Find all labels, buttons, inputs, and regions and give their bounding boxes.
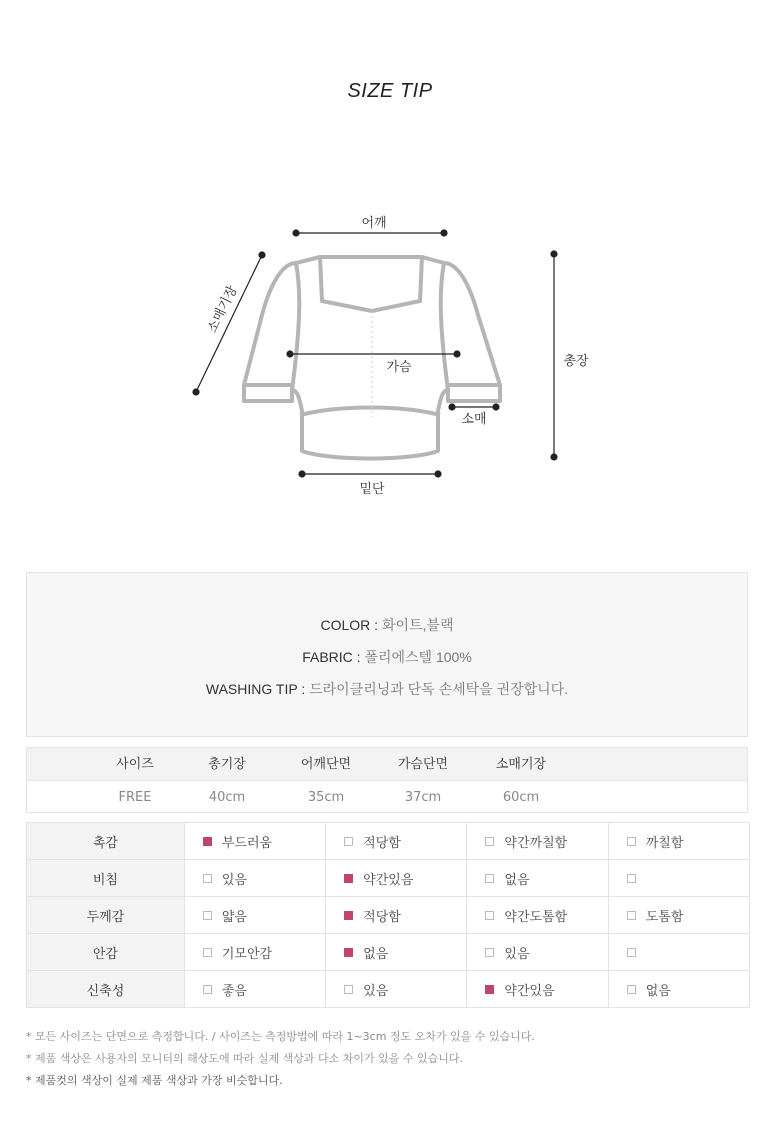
feel-option-cell — [608, 934, 749, 971]
feel-option-cell — [326, 823, 467, 860]
unchecked-checkbox-icon — [344, 837, 353, 846]
feel-option-cell — [326, 897, 467, 934]
size-table-row — [27, 781, 747, 813]
feel-row-label: 신축성 — [27, 971, 185, 1008]
fabric-info — [27, 647, 747, 667]
feel-option — [467, 832, 607, 851]
feel-option-label: 까칠함 — [645, 835, 684, 851]
feel-option-label: 있음 — [504, 946, 530, 962]
feel-option-label: 약간도톰함 — [504, 909, 568, 925]
feel-option — [326, 869, 466, 888]
feel-option — [185, 832, 325, 851]
feel-option — [326, 906, 466, 925]
feel-option-label: 없음 — [363, 946, 389, 962]
size-header-cell: 총기장 — [208, 757, 246, 772]
unchecked-checkbox-icon — [627, 948, 636, 957]
feel-option — [185, 943, 325, 962]
feel-option-cell — [326, 860, 467, 897]
feel-option — [467, 869, 607, 888]
size-table — [26, 747, 748, 813]
feel-option-cell — [326, 971, 467, 1008]
sleeve-label: 소매 — [461, 412, 487, 427]
feel-row-label: 두께감 — [27, 897, 185, 934]
page-title: SIZE TIP — [347, 80, 433, 102]
size-header-cell: 사이즈 — [116, 757, 154, 772]
feel-row — [27, 971, 750, 1008]
checked-checkbox-icon — [344, 948, 353, 957]
feel-option-cell — [184, 971, 325, 1008]
left-sleeve-seam — [292, 263, 299, 390]
color-info — [27, 615, 747, 635]
feel-option — [185, 906, 325, 925]
feel-option-label: 적당함 — [363, 909, 401, 925]
sleeve-length-measure-line — [196, 255, 262, 392]
size-cell: FREE — [118, 790, 152, 805]
feel-option — [185, 869, 325, 888]
feel-option-cell — [608, 823, 749, 860]
note-line: * 제품컷의 색상이 실제 제품 색상과 가장 비슷합니다. — [26, 1074, 283, 1087]
feel-option-cell — [184, 897, 325, 934]
feel-option — [609, 906, 749, 925]
feel-option-cell — [467, 823, 608, 860]
fabric-feel-table — [26, 822, 750, 1008]
fabric-value: 폴리에스텔 100% — [364, 649, 472, 665]
unchecked-checkbox-icon — [344, 985, 353, 994]
sleeve-length-label: 소매기장 — [205, 283, 241, 336]
feel-option — [467, 943, 607, 962]
feel-row — [27, 860, 750, 897]
size-header-cell: 소매기장 — [495, 757, 547, 772]
checked-checkbox-icon — [485, 985, 494, 994]
unchecked-checkbox-icon — [203, 874, 212, 883]
fabric-label: FABRIC : — [302, 649, 361, 665]
feel-row-label: 촉감 — [27, 823, 185, 860]
unchecked-checkbox-icon — [485, 911, 494, 920]
notes — [26, 1026, 535, 1092]
product-info-box — [26, 572, 748, 737]
right-sleeve-seam — [441, 263, 448, 390]
note-line: * 모든 사이즈는 단면으로 측정합니다. / 사이즈는 측정방법에 따라 1~3cm 정도 오차가 있을 수 있습니다. — [26, 1030, 535, 1043]
total-length-label: 총장 — [563, 354, 589, 369]
feel-option-label: 부드러움 — [221, 835, 273, 851]
size-header-cell: 가슴단면 — [397, 757, 449, 772]
unchecked-checkbox-icon — [203, 911, 212, 920]
size-cell: 35cm — [307, 790, 345, 805]
feel-option-label: 없음 — [645, 983, 671, 999]
waistband — [300, 408, 440, 416]
unchecked-checkbox-icon — [203, 948, 212, 957]
feel-row-label: 비침 — [27, 860, 185, 897]
feel-option — [326, 832, 466, 851]
feel-option-label: 얇음 — [221, 909, 247, 925]
feel-row-label: 안감 — [27, 934, 185, 971]
note-line: * 제품 색상은 사용자의 모니터의 해상도에 따라 실제 색상과 다소 차이가 있을 수 있습니다. — [26, 1052, 463, 1065]
unchecked-checkbox-icon — [485, 874, 494, 883]
checked-checkbox-icon — [344, 874, 353, 883]
size-cell: 60cm — [502, 790, 540, 805]
feel-option — [326, 943, 466, 962]
feel-option-label: 약간있음 — [504, 983, 555, 999]
unchecked-checkbox-icon — [627, 837, 636, 846]
washing-label: WASHING TIP : — [205, 681, 306, 697]
unchecked-checkbox-icon — [485, 837, 494, 846]
feel-row — [27, 934, 750, 971]
feel-option-cell — [608, 860, 749, 897]
feel-option-cell — [608, 971, 749, 1008]
feel-option — [609, 980, 749, 999]
washing-info — [27, 679, 747, 699]
feel-option — [467, 906, 607, 925]
feel-option-label: 있음 — [363, 983, 389, 999]
checked-checkbox-icon — [344, 911, 353, 920]
color-value: 화이트,블랙 — [381, 617, 454, 633]
feel-row — [27, 897, 750, 934]
unchecked-checkbox-icon — [485, 948, 494, 957]
unchecked-checkbox-icon — [627, 911, 636, 920]
feel-option — [609, 948, 749, 957]
garment-size-diagram — [0, 205, 780, 505]
feel-option-cell — [467, 934, 608, 971]
feel-option — [185, 980, 325, 999]
size-cell: 37cm — [404, 790, 442, 805]
unchecked-checkbox-icon — [627, 874, 636, 883]
feel-option-label: 기모안감 — [221, 946, 273, 962]
feel-option — [326, 980, 466, 999]
size-header-cell: 어깨단면 — [300, 757, 352, 772]
feel-option-label: 적당함 — [363, 835, 401, 851]
feel-option-cell — [326, 934, 467, 971]
feel-option-label: 약간까칠함 — [504, 835, 568, 851]
feel-option-cell — [184, 934, 325, 971]
feel-option — [609, 874, 749, 883]
feel-option — [467, 980, 607, 999]
size-table-header — [27, 748, 747, 781]
washing-value: 드라이클리닝과 단독 손세탁을 권장합니다. — [309, 681, 569, 697]
feel-option-cell — [467, 860, 608, 897]
neckline — [320, 257, 422, 311]
chest-label: 가슴 — [386, 360, 412, 375]
unchecked-checkbox-icon — [627, 985, 636, 994]
unchecked-checkbox-icon — [203, 985, 212, 994]
feel-row — [27, 823, 750, 860]
feel-option-label: 있음 — [221, 872, 247, 888]
feel-option-label: 도톰함 — [645, 909, 684, 925]
color-label: COLOR : — [320, 617, 379, 633]
checked-checkbox-icon — [203, 837, 212, 846]
feel-option-label: 약간있음 — [363, 872, 414, 888]
feel-option-cell — [608, 897, 749, 934]
hem-label: 밑단 — [359, 482, 385, 497]
feel-option-cell — [467, 971, 608, 1008]
feel-option-cell — [184, 823, 325, 860]
feel-option-label: 없음 — [504, 872, 530, 888]
feel-option — [609, 832, 749, 851]
feel-option-label: 좋음 — [221, 983, 247, 999]
feel-option-cell — [467, 897, 608, 934]
shoulder-label: 어깨 — [361, 216, 387, 231]
feel-option-cell — [184, 860, 325, 897]
size-cell: 40cm — [208, 790, 246, 805]
